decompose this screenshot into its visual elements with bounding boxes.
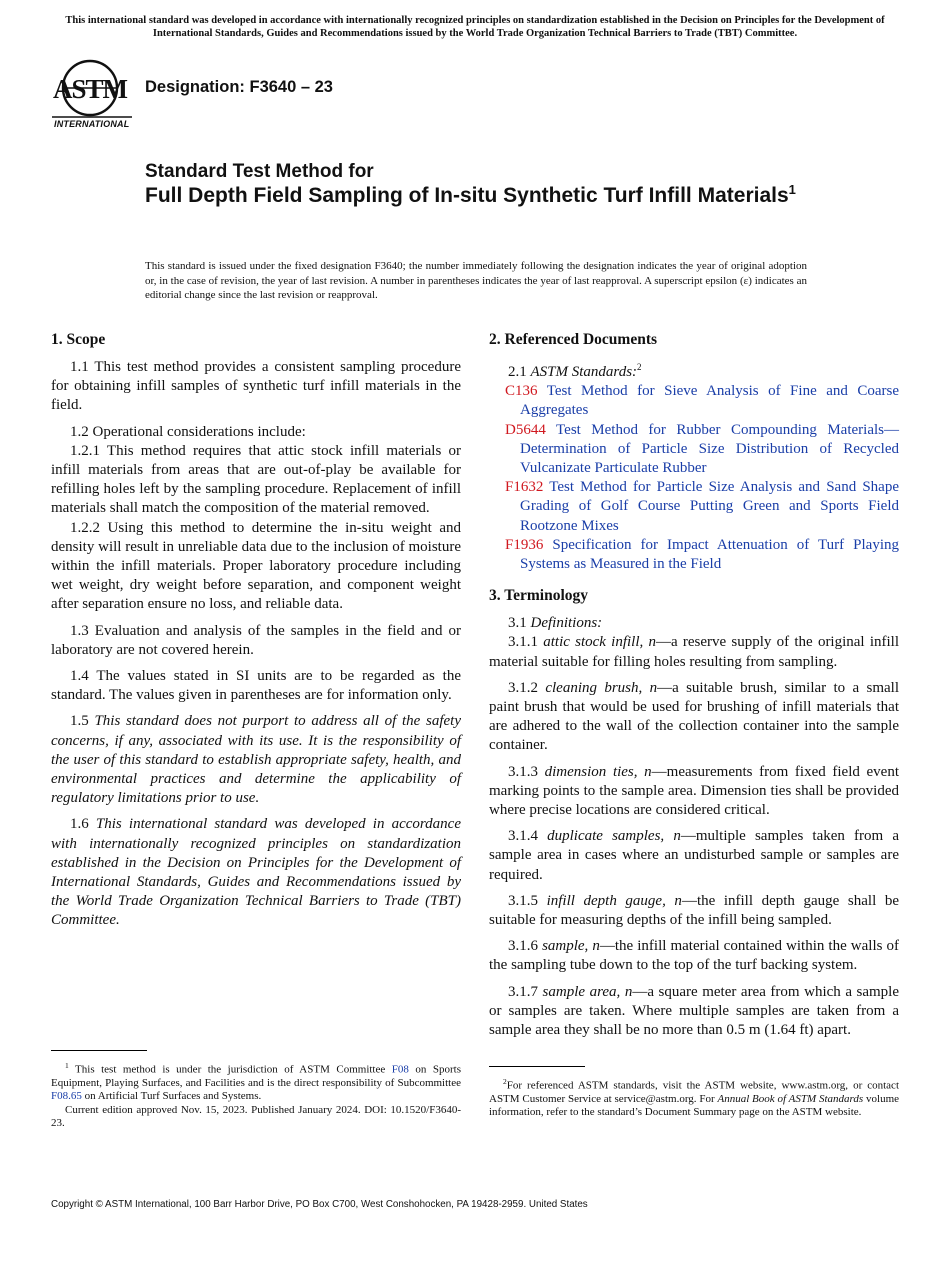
title-main: Full Depth Field Sampling of In-situ Synthetic Turf Infill Materials (145, 184, 789, 207)
reference-code-link[interactable]: F1632 (505, 479, 544, 496)
reference-code-link[interactable]: D5644 (505, 421, 546, 438)
footnote-2-block (489, 1066, 899, 1120)
link-f08-65[interactable]: F08.65 (51, 1090, 82, 1103)
definition-number: 3.1.7 (508, 983, 538, 1000)
para-3-1-num: 3.1 (508, 615, 527, 632)
reference-title-link[interactable]: Specification for Impact Attenuation of Turf Playing Systems as Measured in the Field (520, 536, 899, 573)
footnote-1-text-a: This test method is under the jurisdiction of ASTM Committee (75, 1063, 386, 1076)
copyright-line: Copyright © ASTM International, 100 Barr Harbor Drive, PO Box C700, West Conshohocken, PA 19428-2959. United States (51, 1199, 588, 1210)
definition-term: sample area, n (542, 983, 633, 1000)
definition-number: 3.1.3 (508, 763, 538, 780)
section-heading-terminology: 3. Terminology (489, 587, 589, 605)
definition-term: dimension ties, n (544, 763, 652, 780)
title-line-2 (145, 183, 805, 209)
para-1-1: 1.1 This test method provides a consistent sampling procedure for obtaining infill samples of synthetic turf infill materials in the field. (51, 359, 461, 414)
referenced-standards-list (489, 382, 899, 574)
definition-item (489, 937, 899, 975)
footnote-1-edition: Current edition approved Nov. 15, 2023. Published January 2024. DOI: 10.1520/F3640-23. (51, 1103, 461, 1130)
definition-term: sample, n (542, 938, 600, 955)
para-1-6-num: 1.6 (70, 816, 89, 833)
para-2-1 (489, 358, 899, 382)
definition-text: —a reserve supply of the original infill material suitable for filling holes resulting from sampling. (489, 634, 899, 670)
definition-item (489, 679, 899, 756)
header-notice: This international standard was developed in accordance with internationally recognized principles on standardization established in the Decision on Principles for the Development of International Standards, Guides and Recommendations issued by the World Trade Organization Technical Barriers to Trade (TBT) Committee. (65, 15, 885, 39)
definition-number: 3.1.1 (508, 634, 538, 651)
para-3-1-label: Definitions: (530, 615, 603, 632)
para-1-5 (51, 712, 461, 808)
definition-item (489, 892, 899, 930)
para-1-2-1: 1.2.1 This method requires that attic stock infill materials or infill materials from areas that are out-of-play be available for refilling holes left by the sampling procedure. Replacement of infill materials shall match the composition of the material removed. (51, 442, 461, 517)
definition-number: 3.1.5 (508, 892, 538, 909)
footnote-2-mark: 2 (503, 1077, 507, 1086)
footnote-2-text-a: For referenced ASTM standards, visit the ASTM website, www.astm.org, or contact ASTM Customer Service at service@astm.org. For (489, 1079, 899, 1106)
definition-number: 3.1.2 (508, 679, 538, 696)
footnote-1-text-c: on Artificial Turf Surfaces and Systems. (84, 1090, 262, 1103)
astm-international-logo-icon (52, 58, 136, 130)
reference-item[interactable] (489, 421, 899, 479)
definition-term: attic stock infill, n (543, 634, 656, 651)
definition-item (489, 827, 899, 885)
para-3-1 (489, 614, 899, 633)
reference-item[interactable] (489, 478, 899, 536)
definition-text: —the infill material contained within the walls of the sampling tube down to the top of the turf backing system. (489, 938, 900, 974)
reference-title-link[interactable]: Test Method for Rubber Compounding Materials—Determination of Particle Size Distribution of Recycled Vulcanizate Particulate Rubber (520, 421, 899, 477)
definition-text: —multiple samples taken from a sample area in cases where an undisturbed sample or samples are required. (489, 828, 900, 883)
definition-item (489, 633, 899, 671)
svg-text:ASTM: ASTM (52, 74, 128, 104)
section-heading-referenced: 2. Referenced Documents (489, 331, 658, 348)
footnote-2-italic: Annual Book of ASTM Standards (717, 1093, 864, 1106)
definition-term: infill depth gauge, n (546, 892, 682, 909)
para-1-6-text: This international standard was developed in accordance with internationally recognized principles on standardization established in the Decision on Principles for the Development of International Standards, Guides and Recommendations issued by the World Trade Organization Technical Barriers to Trade (TBT) Committee. (51, 816, 462, 929)
right-column (489, 330, 899, 1047)
footnote-1-block (51, 1050, 461, 1131)
footnote-rule (51, 1050, 147, 1051)
para-1-6 (51, 815, 461, 930)
para-1-5-num: 1.5 (70, 713, 89, 730)
document-title (145, 160, 805, 209)
title-line-1: Standard Test Method for (145, 161, 374, 182)
designation: Designation: F3640 – 23 (145, 78, 333, 96)
footnote-rule (489, 1066, 585, 1067)
para-1-2: 1.2 Operational considerations include: (70, 423, 306, 440)
section-heading-scope: 1. Scope (51, 331, 106, 348)
reference-title-link[interactable]: Test Method for Sieve Analysis of Fine and Coarse Aggregates (520, 383, 899, 419)
left-column (51, 330, 461, 938)
link-f08[interactable]: F08 (391, 1063, 409, 1076)
definition-number: 3.1.6 (508, 938, 538, 955)
definition-text: —a square meter area from which a sample or samples are taken. Where multiple samples are taken from a sample area they shall be no more than 0.5 m (1.64 ft) apart. (489, 983, 900, 1039)
title-footnote-mark: 1 (788, 182, 796, 197)
definitions-list (489, 633, 899, 1040)
reference-code-link[interactable]: C136 (505, 383, 538, 400)
para-1-3: 1.3 Evaluation and analysis of the samples in the field and or laboratory are not covered herein. (51, 622, 461, 658)
para-2-1-mark: 2 (637, 362, 642, 372)
definition-text: —a suitable brush, similar to a small paint brush that would be used for brushing of infill materials that are adhered to the wall of the collection container into the sample container. (489, 679, 899, 754)
reference-item[interactable] (489, 536, 899, 574)
definition-term: cleaning brush, n (545, 679, 658, 696)
footnote-2 (489, 1075, 899, 1120)
definition-item (489, 763, 899, 821)
definition-term: duplicate samples, n (547, 828, 681, 845)
footnote-2-text-b: volume information, refer to the standard’s Document Summary page on the ASTM website. (489, 1093, 900, 1119)
definition-text: —measurements from fixed field event marking points to the sample area. Dimension ties shall be provided where precise locations are considered critical. (489, 763, 899, 819)
para-1-2-2: 1.2.2 Using this method to determine the in-situ weight and density will result in unreliable data due to the inclusion of moisture within the infill materials. Proper laboratory procedure including wet weight, dry weight before separation, and component weight after separation ensure no loss, and reliable data. (51, 519, 461, 613)
reference-title-link[interactable]: Test Method for Particle Size Analysis and Sand Shape Grading of Golf Course Putting Green and Sports Field Rootzone Mixes (520, 479, 899, 534)
footnote-1 (51, 1059, 461, 1104)
definition-number: 3.1.4 (508, 828, 538, 845)
logo-wordmark: INTERNATIONAL (54, 119, 130, 129)
reference-code-link[interactable]: F1936 (505, 536, 544, 553)
definition-text: —the infill depth gauge shall be suitable for measuring depths of the infill being sampled. (489, 892, 899, 929)
para-2-1-label: ASTM Standards: (530, 364, 638, 380)
issued-note: This standard is issued under the fixed designation F3640; the number immediately following the designation indicates the year of original adoption or, in the case of revision, the year of last revision. A number in parentheses indicates the year of last reapproval. A superscript epsilon (ε) indicates an editorial change since the last revision or reapproval. (145, 260, 807, 302)
reference-item[interactable] (489, 382, 899, 420)
footnote-1-text-b: on Sports Equipment, Playing Surfaces, and Facilities and is the direct responsibility of Subcommittee (51, 1063, 461, 1090)
footnote-1-mark: 1 (65, 1061, 69, 1070)
para-1-4: 1.4 The values stated in SI units are to be regarded as the standard. The values given in parentheses are for information only. (51, 668, 461, 704)
definition-item (489, 983, 899, 1041)
para-2-1-num: 2.1 (508, 364, 527, 380)
para-1-5-text: This standard does not purport to address all of the safety concerns, if any, associated with its use. It is the responsibility of the user of this standard to establish appropriate safety, health, and environmental practices and determine the applicability of regulatory limitations prior to use. (51, 713, 462, 807)
